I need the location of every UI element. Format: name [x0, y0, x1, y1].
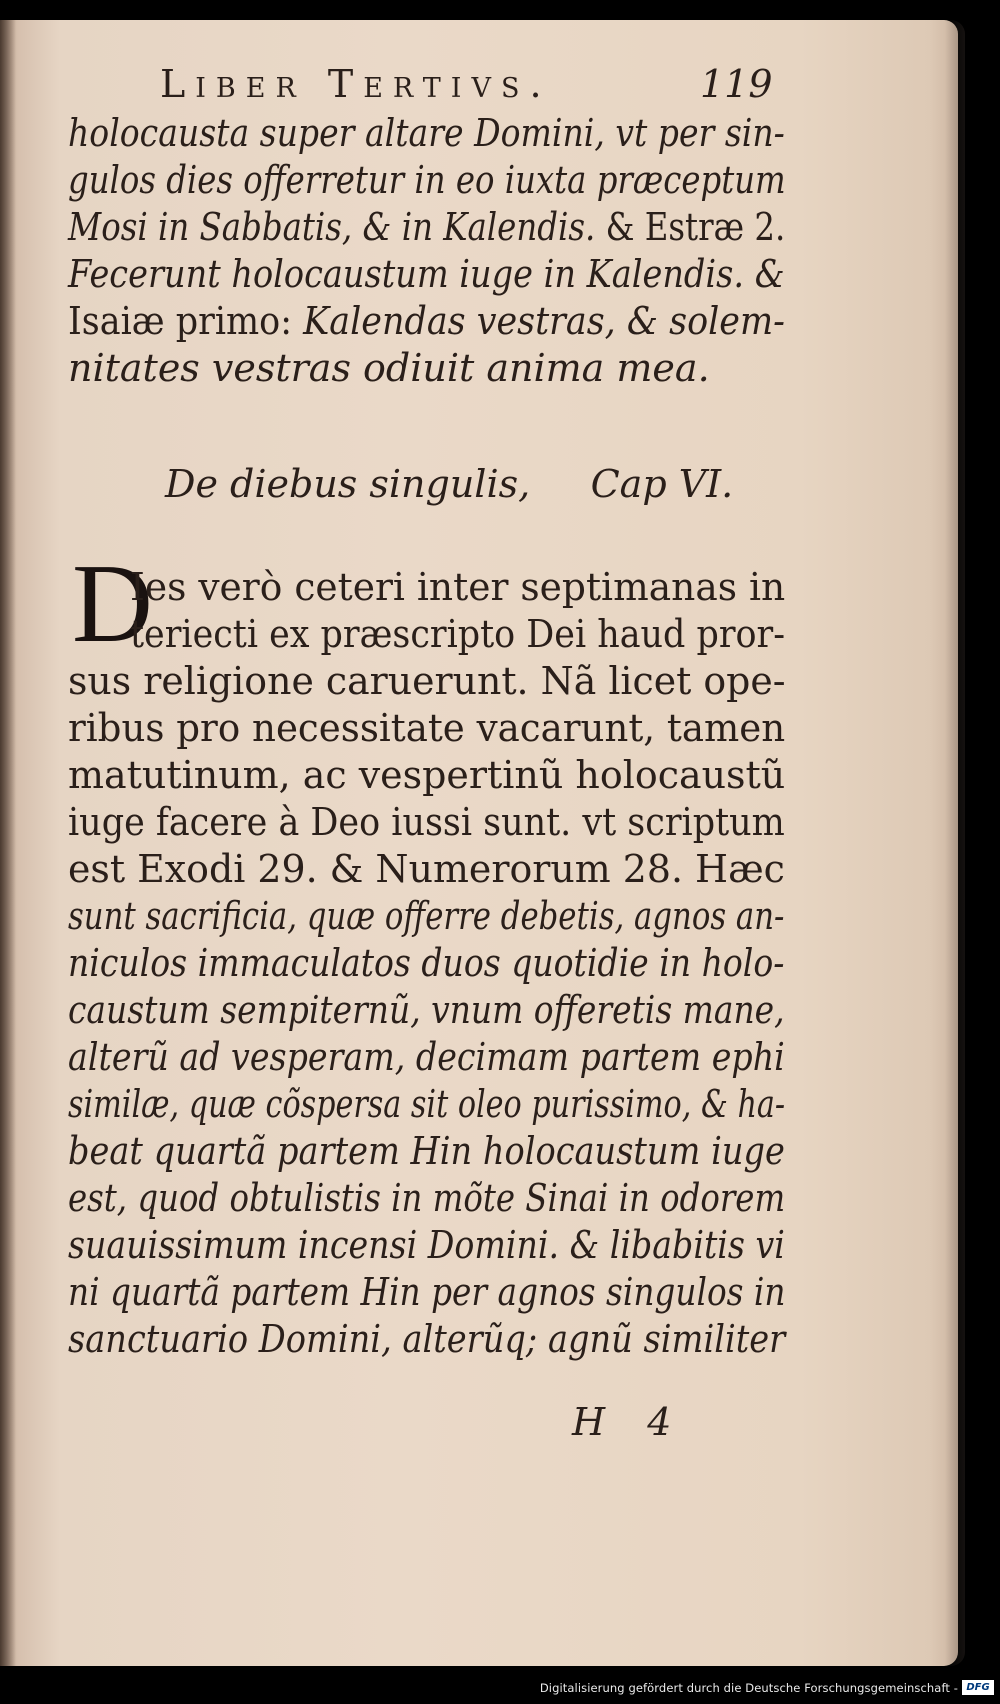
text-line: alterũ ad vesperam, decimam partem ephi: [68, 1035, 785, 1079]
gutter-shadow: [0, 20, 16, 1666]
text-line: Mosi in Sabbatis, & in Kalendis. & Estræ 2.: [68, 205, 786, 249]
text-line: sanctuario Domini, alterũq; agnũ similiter: [68, 1317, 786, 1361]
text-line: gulos dies offerretur in eo iuxta præceptum: [68, 158, 786, 202]
text-line: ni quartã partem Hin per agnos singulos in: [68, 1270, 786, 1314]
chapter-title: De diebus singulis, Cap VI.: [165, 462, 734, 506]
text-line: iuge facere à Deo iussi sunt. vt scriptum: [68, 800, 785, 844]
text-line: matutinum, ac vespertinũ holocaustũ: [68, 753, 786, 797]
text-line: est, quod obtulistis in mõte Sinai in odorem: [68, 1176, 786, 1220]
page-edge: [945, 20, 965, 1666]
drop-cap: D: [72, 542, 153, 666]
text-line: teriecti ex præscripto Dei haud pror-: [130, 612, 786, 656]
text-line: caustum sempiternũ, vnum offeretis mane,: [68, 988, 785, 1032]
text-line: ribus pro necessitate vacarunt, tamen: [68, 706, 786, 750]
text-line: Isaiæ primo: Kalendas vestras, & solem-: [68, 299, 785, 343]
page-number: 119: [700, 62, 773, 106]
text-line: suauissimum incensi Domini. & libabitis vi: [68, 1223, 785, 1267]
text-line: Ies verò ceteri inter septimanas in: [130, 565, 786, 609]
text-line: nitates vestras odiuit anima mea.: [68, 346, 710, 390]
text-line: similæ, quæ cõspersa sit oleo purissimo, & ha-: [68, 1082, 786, 1126]
text-line: holocausta super altare Domini, vt per sin-: [68, 111, 785, 155]
text-line: Fecerunt holocaustum iuge in Kalendis. &: [68, 252, 785, 296]
signature-mark: H 4: [572, 1400, 672, 1444]
funding-credit: Digitalisierung gefördert durch die Deutsche Forschungsgemeinschaft -: [539, 1681, 958, 1695]
dfg-logo: DFG: [962, 1680, 994, 1695]
text-line: niculos immaculatos duos quotidie in holo-: [68, 941, 785, 985]
text-line: beat quartã partem Hin holocaustum iuge: [68, 1129, 785, 1173]
running-header: Liber Tertivs.: [160, 62, 552, 106]
text-line: sus religione caruerunt. Nã licet ope-: [68, 659, 786, 703]
text-line: sunt sacrificia, quæ offerre debetis, agnos an-: [68, 894, 785, 938]
text-line: est Exodi 29. & Numerorum 28. Hæc: [68, 847, 785, 891]
